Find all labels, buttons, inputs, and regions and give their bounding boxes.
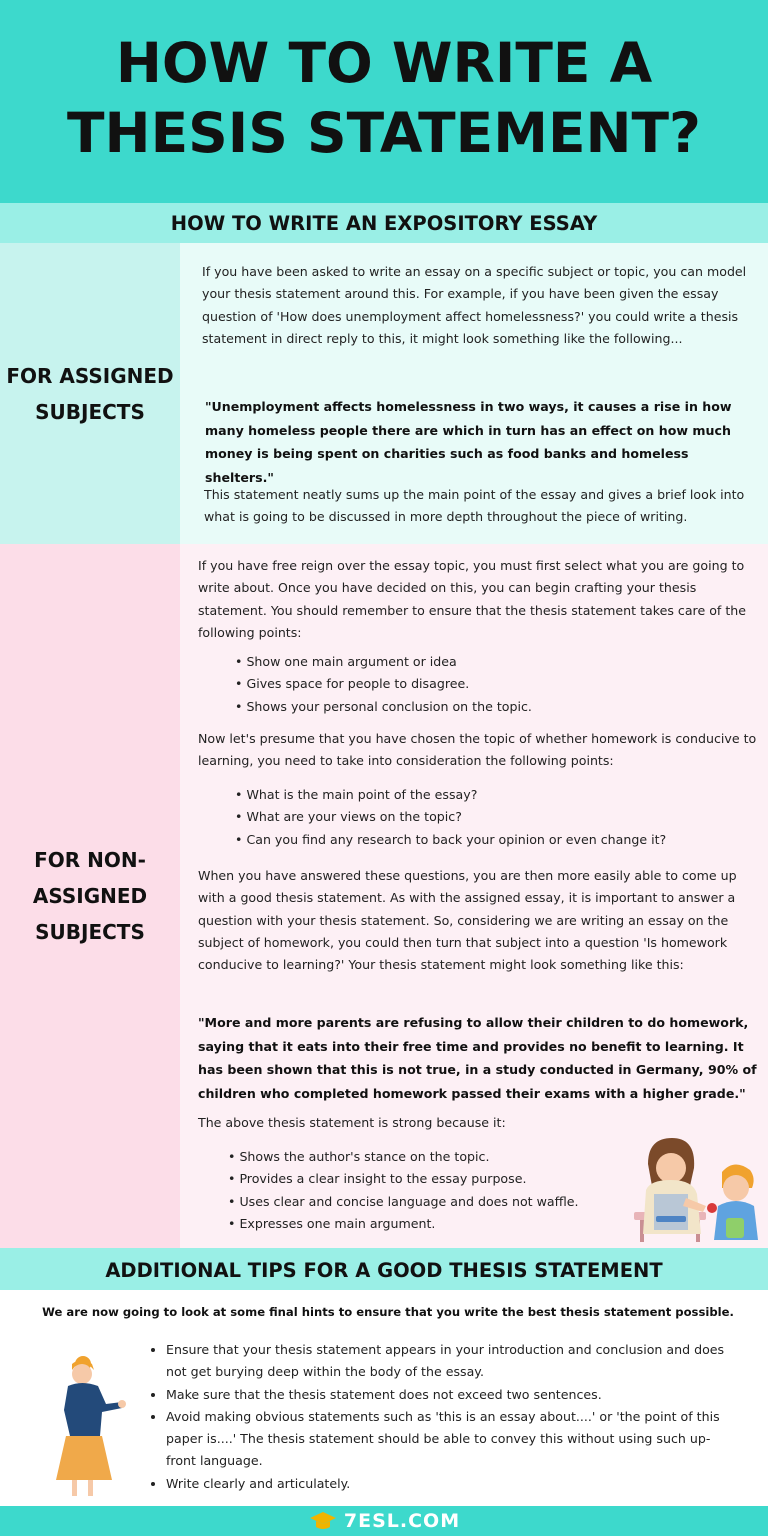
assigned-paragraph-1: If you have been asked to write an essay on a specific subject or topic, you can model your thesis statement around this. For example, if you have been given the essay question of 'How does unemployment affect homelessness?' you could write a thesis statement in direct reply to this, it might look something like the following... bbox=[202, 264, 747, 346]
points-list-3 bbox=[228, 1146, 628, 1235]
list-item: • Expresses one main argument. bbox=[228, 1213, 628, 1235]
list-item: • Show one main argument or idea bbox=[235, 651, 735, 673]
list-item: • Ensure that your thesis statement appears in your introduction and conclusion and does not get burying deep within the body of the essay. bbox=[166, 1339, 726, 1384]
list-item: • Uses clear and concise language and does not waffle. bbox=[228, 1191, 628, 1213]
assigned-paragraph-2: This statement neatly sums up the main point of the essay and gives a brief look into what is going to be discussed in more depth throughout the piece of writing. bbox=[204, 487, 745, 525]
assigned-section bbox=[0, 243, 768, 544]
tips-heading: ADDITIONAL TIPS FOR A GOOD THESIS STATEMENT bbox=[0, 1248, 768, 1290]
non-assigned-content bbox=[180, 544, 768, 1248]
list-item: • Shows the author's stance on the topic. bbox=[228, 1146, 628, 1168]
list-item: • Gives space for people to disagree. bbox=[235, 673, 735, 695]
points-list-1 bbox=[235, 651, 735, 718]
expository-heading: HOW TO WRITE AN EXPOSITORY ESSAY bbox=[0, 203, 768, 243]
non-assigned-paragraph-2: Now let's presume that you have chosen the topic of whether homework is conducive to learning, you need to take into consideration the following points: bbox=[198, 731, 757, 769]
woman-presenting-illustration bbox=[50, 1350, 128, 1500]
assigned-content bbox=[180, 243, 768, 544]
mother-child-illustration bbox=[626, 1132, 766, 1244]
points-list-2 bbox=[235, 784, 755, 851]
non-assigned-paragraph-3: When you have answered these questions, you are then more easily able to come up with a good thesis statement. As with the assigned essay, it is important to answer a question with your thesis statement. So, considering we are writing an essay on the subject of homework, you could then turn that subject into a question 'Is homework conducive to learning?' Your thesis statement might look something like this: bbox=[198, 868, 737, 973]
title-line-2: THESIS STATEMENT? bbox=[67, 101, 701, 165]
list-item: • Shows your personal conclusion on the topic. bbox=[235, 696, 735, 718]
non-assigned-quote: "More and more parents are refusing to allow their children to do homework, saying that it eats into their free time and provides no benefit to learning. It has been shown that this is not true, in a study conducted in Germany, 90% of children who completed homework passed their exams with a higher grade." bbox=[198, 1015, 757, 1101]
list-item: • Avoid making obvious statements such as 'this is an essay about....' or 'the point of this paper is....' The thesis statement should be able to convey this without using such up-front language. bbox=[166, 1406, 726, 1473]
assigned-label-cell bbox=[0, 243, 180, 544]
title-banner bbox=[0, 0, 768, 203]
list-item: • What are your views on the topic? bbox=[235, 806, 755, 828]
tips-list bbox=[152, 1339, 726, 1495]
list-item: • Write clearly and articulately. bbox=[166, 1473, 726, 1495]
list-item: • Provides a clear insight to the essay purpose. bbox=[228, 1168, 628, 1190]
tips-section bbox=[0, 1290, 768, 1506]
non-assigned-label: FOR NON- ASSIGNED SUBJECTS bbox=[32, 848, 148, 944]
list-item: • Make sure that the thesis statement does not exceed two sentences. bbox=[166, 1384, 726, 1406]
non-assigned-paragraph-1: If you have free reign over the essay topic, you must first select what you are going to write about. Once you have decided on this, you can begin crafting your thesis statement. You should remember to ensure that the thesis statement takes care of the following points: bbox=[198, 558, 747, 640]
footer-bar bbox=[0, 1506, 768, 1536]
tips-intro: We are now going to look at some final hints to ensure that you write the best thesis statement possible. bbox=[42, 1305, 734, 1319]
footer-brand[interactable]: 7ESL.COM bbox=[343, 1510, 461, 1532]
list-item: • Can you find any research to back your opinion or even change it? bbox=[235, 829, 755, 851]
7esl-logo-icon bbox=[308, 1510, 338, 1532]
list-item: • What is the main point of the essay? bbox=[235, 784, 755, 806]
non-assigned-section bbox=[0, 544, 768, 1248]
assigned-label: FOR ASSIGNED SUBJECTS bbox=[6, 363, 174, 424]
assigned-quote: "Unemployment affects homelessness in two ways, it causes a rise in how many homeless people there are which in turn has an effect on how much money is being spent on charities such as food banks and homeless shelters." bbox=[205, 399, 732, 485]
non-assigned-paragraph-4: The above thesis statement is strong because it: bbox=[198, 1115, 506, 1130]
page-title bbox=[0, 28, 768, 168]
title-line-1: HOW TO WRITE A bbox=[115, 31, 653, 95]
non-assigned-label-cell bbox=[0, 544, 180, 1248]
